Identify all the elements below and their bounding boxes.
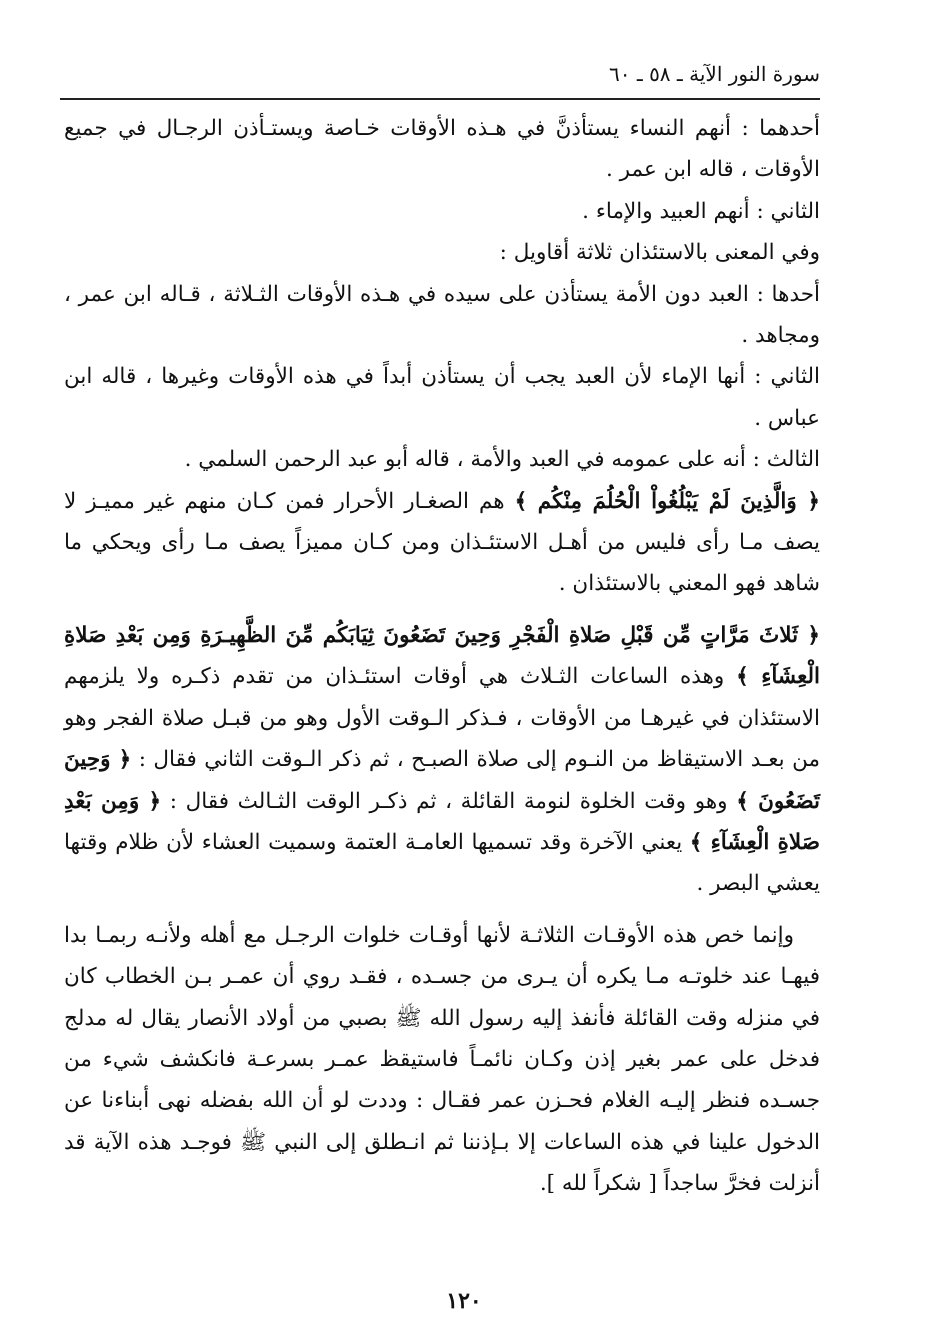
- paragraph: أحدها : العبد دون الأمة يستأذن على سيده في هـذه الأوقات الثـلاثة ، قـاله ابن عمر ، ومجاهد .: [64, 281, 820, 349]
- paragraph: الثالث : أنه على عمومه في العبد والأمة ، قاله أبو عبد الرحمن السلمي .: [184, 447, 820, 473]
- paragraph: وفي المعنى بالاستئذان ثلاثة أقاويل :: [499, 240, 820, 266]
- paragraph: أحدهما : أنهم النساء يستأذنَّ في هـذه الأوقات خـاصة ويستـأذن الرجـال في جميع الأوقات ، قاله ابن عمر .: [64, 116, 820, 183]
- quran-quote: ﴿ ثَلاثَ مَرَّاتٍ مِّن قَبْلِ صَلاةِ الْفَجْرِ وَحِينَ تَضَعُونَ ثِيَابَكُم مِّنَ الظَّهِيـرَةِ وَمِن بَعْدِ صَلاةِ الْعِشَآءِ ﴾: [64, 622, 820, 690]
- running-header: [60, 58, 820, 100]
- header-title: سورة النور الآية ـ ٥٨ ـ ٦٠: [609, 62, 820, 86]
- paragraph: الثاني : أنها الإماء لأن العبد يجب أن يستأذن أبداً في هذه الأوقات وغيرها ، قاله ابن عباس .: [64, 364, 820, 431]
- paragraph: ﴿ وَالَّذِينَ لَمْ يَبْلُغُواْ الْحُلُمَ مِنْكُم ﴾ هم الصغـار الأحرار فمن كـان منهم غير مميـز لا يصف مـا رأى فليس من أهـل الاستئـذان ومن كـان مميزاً يصف مـا رأى ويحكي ما شاهد فهو المعني بالاستئذان .: [64, 488, 820, 597]
- paragraph: وإنما خص هذه الأوقـات الثلاثـة لأنها أوقـات خلوات الرجـل مع أهله ولأنـه ربمـا بدا فيهـا عند خلوتـه مـا يكره أن يـرى من جسـده ، فقـد روي أن عمـر بـن الخطاب كان في منزله وقت القائلة فأنفذ إليه رسول الله ﷺ بصبي من أولاد الأنصار يقال له مدلج فدخل على عمر بغير إذن وكـان نائمـاً فاستيقظ عمـر بسرعـة فانكشف شيء من جسـده فنظر إليـه الغلام فحـزن عمر فقـال : وددت لو أن الله بفضله نهى أبناءنا عن الدخول علينا في هذه الساعات إلا بـإذننا ثم انـطلق إلى النبي ﷺ فوجـد هذه الآية قد أنزلت فخرَّ ساجداً [ شكراً لله ].: [64, 922, 820, 1197]
- page-body: [64, 108, 820, 1205]
- quran-quote: ﴿ وَالَّذِينَ لَمْ يَبْلُغُواْ الْحُلُمَ مِنْكُم ﴾: [514, 488, 820, 514]
- paragraph: الثاني : أنهم العبيد والإماء .: [582, 198, 820, 224]
- quran-quote: ﴿ وَمِن بَعْدِ صَلاةِ الْعِشَآءِ ﴾: [64, 788, 820, 855]
- quran-quote: ﴿ وَحِينَ تَضَعُونَ ﴾: [64, 747, 821, 814]
- paragraph: ﴿ ثَلاثَ مَرَّاتٍ مِّن قَبْلِ صَلاةِ الْفَجْرِ وَحِينَ تَضَعُونَ ثِيَابَكُم مِّنَ الظَّهِيـرَةِ وَمِن بَعْدِ صَلاةِ الْعِشَآءِ ﴾ وهذه الساعات الثـلاث هي أوقات استئـذان من تقدم ذكـره ولا يلزمهم الاستئذان في غيرهـا من الأوقات ، فـذكر الـوقت الأول وهو من قبـل صلاة الفجر وهو من بعـد الاستيقاظ من النـوم إلى صلاة الصبـح ، ثم ذكر الـوقت الثاني فقال : ﴿ وَحِينَ تَضَعُونَ ﴾ وهو وقت الخلوة لنومة القائلة ، ثم ذكـر الوقت الثـالث فقال : ﴿ وَمِن بَعْدِ صَلاةِ الْعِشَآءِ ﴾ يعني الآخرة وقد تسميها العامـة العتمة وسميت العشاء لأن ظلام وقتها يعشي البصر .: [64, 622, 821, 897]
- page-number: ١٢٠: [446, 1288, 482, 1314]
